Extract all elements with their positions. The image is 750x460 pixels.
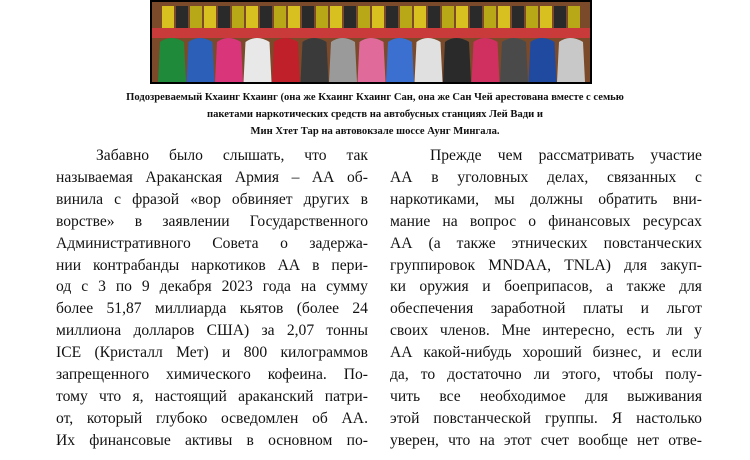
package-block [428,6,440,28]
package-block [176,6,188,28]
package-block [568,6,580,28]
package-block [288,6,300,28]
text-line: Забавно было слышать, что так [96,147,368,164]
package-block [540,6,552,28]
package-block [484,6,496,28]
text-line: АА (а также этнических повстанческих [390,234,702,252]
drug-bag [272,38,300,82]
text-line: нии контрабанды наркотиков АА в пери- [56,256,368,274]
text-line: АА в уголовных делах, связанных с [390,168,702,186]
package-block [330,6,342,28]
text-line: мание на вопрос о финансовых ресурсах [390,212,702,230]
text-line: группировок MNDAA, TNLA) для закуп- [390,256,702,274]
package-block [218,6,230,28]
package-block [386,6,398,28]
text-line: запрещенного химического кофеина. По- [56,366,368,384]
text-line: своих членов. Мне интересно, есть ли у [390,322,702,340]
package-block [442,6,454,28]
drug-bag [500,38,528,82]
drug-packages-image [152,2,590,82]
caption-line-3: Мин Хтет Тар на автовокзале шоссе Аунг Мингала. [250,126,500,137]
article-left-column [56,145,368,452]
package-block [456,6,468,28]
text-line: этой повстанческой группы. Я настолько [390,409,702,427]
drug-bag [301,38,329,82]
package-block [358,6,370,28]
text-line: да, то достаточно ли этого, чтобы полу- [390,366,702,384]
package-block [302,6,314,28]
package-block [260,6,272,28]
drug-bag [415,38,443,82]
package-block [526,6,538,28]
caption-line-2: пакетами наркотических средств на автобусных станциях Лей Вади и [207,109,543,120]
article-right-column [390,145,702,452]
text-line: уверен, что на этот счет вообще нет отве- [390,431,702,449]
text-line: миллиона долларов США) за 2,07 тонны [56,322,368,340]
package-block [498,6,510,28]
drug-bag [386,38,414,82]
seized-drugs-photo [150,0,592,84]
package-block [470,6,482,28]
package-block [316,6,328,28]
text-line: тому что я, настоящий араканский патри- [56,387,368,405]
package-block [162,6,174,28]
package-block [246,6,258,28]
package-block [204,6,216,28]
package-block [344,6,356,28]
package-block [400,6,412,28]
text-line: наркотиками, мы должны обратить вни- [390,190,702,208]
text-line: Административного Совета о задержа- [56,234,368,252]
drug-bag [529,38,557,82]
package-block [232,6,244,28]
text-line: винила с фразой «вор обвиняет других в [56,190,368,208]
package-block [190,6,202,28]
text-line: чить все необходимое для выживания [390,387,702,405]
drug-bag [329,38,357,82]
drug-bag [158,38,186,82]
text-line: ICE (Кристалл Мет) и 800 килограммов [56,344,368,362]
text-line: от, который глубоко осведомлен об АА. [56,409,368,427]
text-line: Прежде чем рассматривать участие [430,147,702,164]
caption-line-1: Подозреваемый Кхаинг Кхаинг (она же Кхаинг Кхаинг Сан, она же Сан Чей арестована вместе с семью [126,92,624,103]
drug-bag [358,38,386,82]
drug-bag [557,38,585,82]
package-block [414,6,426,28]
package-block [372,6,384,28]
drug-bag [472,38,500,82]
drug-bag [443,38,471,82]
drug-bag [244,38,272,82]
text-line: более 51,87 миллиарда кьятов (более 24 [56,300,368,318]
text-line: Их финансовые активы в основном по- [56,431,368,449]
package-block [512,6,524,28]
text-line: называемая Араканская Армия – АА об- [56,168,368,186]
drug-bag [187,38,215,82]
text-line: ки оружия и боеприпасов, а также для [390,278,702,296]
drug-bag [215,38,243,82]
text-line: од с 3 по 9 декабря 2023 года на сумму [56,278,368,296]
package-block [554,6,566,28]
text-line: обеспечения заработной платы и льгот [390,300,702,318]
package-block [274,6,286,28]
photo-caption [40,89,710,140]
text-line: АА какой-нибудь хороший бизнес, и если [390,344,702,362]
text-line: ворстве» в заявлении Государственного [56,212,368,230]
